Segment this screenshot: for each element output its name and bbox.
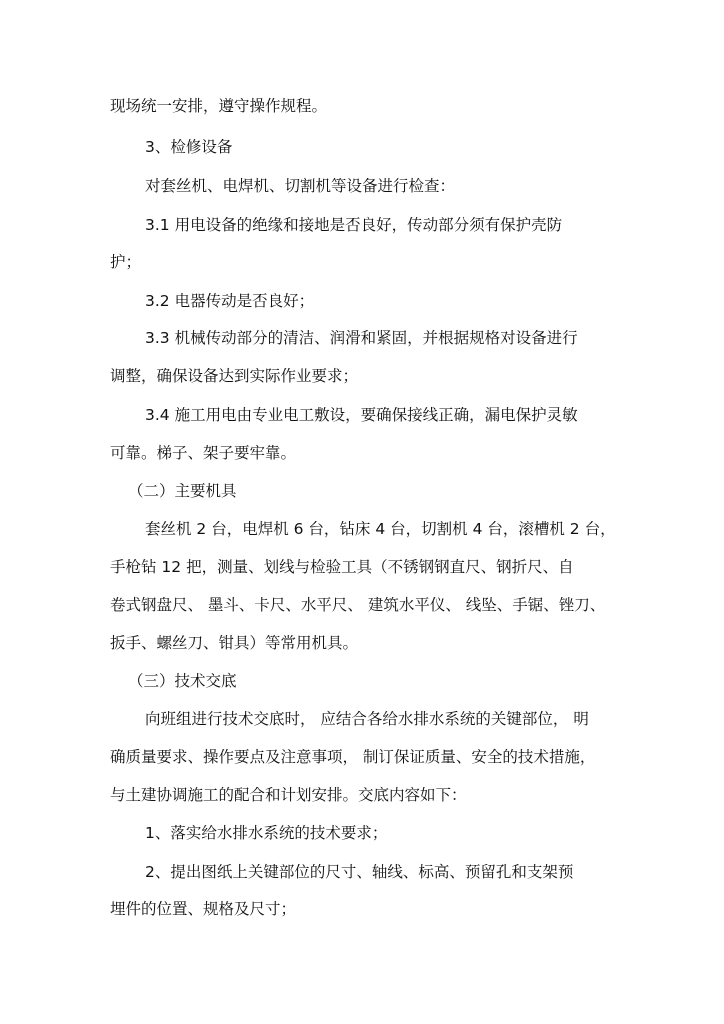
text-line: 套丝机 2 台，电焊机 6 台，钻床 4 台，切割机 4 台，滚槽机 2 台， [145,520,616,538]
text-line: 对套丝机、电焊机、切割机等设备进行检查： [145,177,456,195]
text-line: 3.4 施工用电由专业电工敷设，要确保接线正确，漏电保护灵敏 [145,406,578,424]
text-line: 与土建协调施工的配合和计划安排。交底内容如下： [110,786,467,804]
text-line: 埋件的位置、规格及尺寸； [110,900,297,918]
section-heading: （二）主要机具 [128,482,237,500]
text-line: 调整，确保设备达到实际作业要求； [110,367,359,385]
text-line: 扳手、螺丝刀、钳具）等常用机具。 [110,634,359,652]
section-heading: （三）技术交底 [128,672,237,690]
text-line: 3.3 机械传动部分的清洁、润滑和紧固，并根据规格对设备进行 [145,329,578,347]
text-line: 现场统一安排，遵守操作规程。 [110,97,328,115]
text-line: 可靠。梯子、架子要牢靠。 [110,444,297,462]
text-line: 2、提出图纸上关键部位的尺寸、轴线、标高、预留孔和支架预 [145,863,574,881]
text-line: 卷式钢盘尺、 墨斗、卡尺、水平尺、 建筑水平仪、 线坠、手锯、锉刀、 [110,596,606,614]
text-line: 3.1 用电设备的绝缘和接地是否良好，传动部分须有保护壳防 [145,216,563,234]
text-line: 3.2 电器传动是否良好； [145,292,315,310]
section-heading: 3、检修设备 [145,138,233,156]
text-line: 1、落实给水排水系统的技术要求； [145,824,388,842]
text-line: 手枪钻 12 把，测量、划线与检验工具（不锈钢钢直尺、钢折尺、自 [110,558,574,576]
text-line: 确质量要求、操作要点及注意事项， 制订保证质量、安全的技术措施， [110,748,596,766]
text-line: 护； [110,253,142,271]
text-line: 向班组进行技术交底时， 应结合各给水排水系统的关键部位， 明 [145,710,589,728]
